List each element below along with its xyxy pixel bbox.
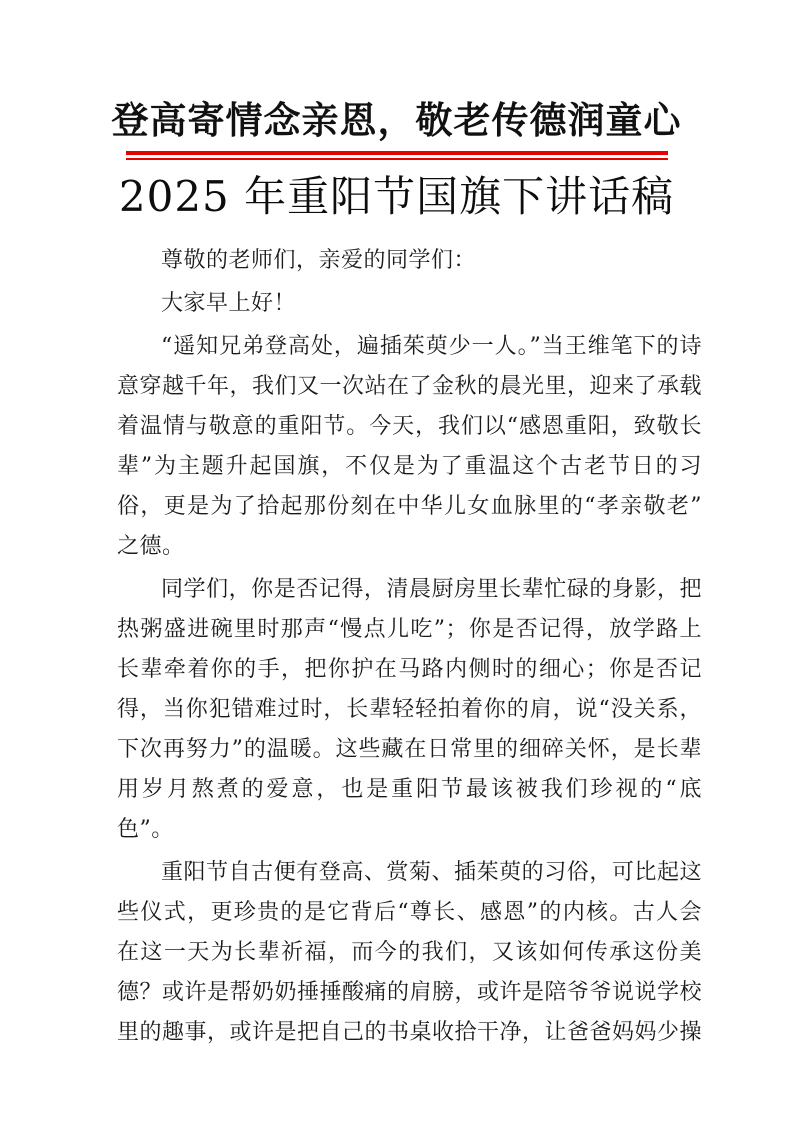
paragraph-salutation: 尊敬的老师们，亲爱的同学们： xyxy=(161,247,477,273)
red-double-rule xyxy=(126,151,668,160)
paragraph-body-2: 同学们，你是否记得，清晨厨房里长辈忙碌的身影，把热粥盛进碗里时那声“慢点儿吃”；你是否记得，放学路上长辈牵着你的手，把你护在马路内侧时的细心；你是否记得，当你犯错难过时，长辈轻轻拍着你的肩，说“没关系，下次再努力”的温暖。这些藏在日常里的细碎关怀，是长辈用岁月熬煮的爱意，也是重阳节最该被我们珍视的“底色”。 xyxy=(117,576,702,842)
paragraph-greeting: 大家早上好！ xyxy=(161,290,297,316)
speech-body xyxy=(117,241,702,1053)
red-rule-thin-line xyxy=(126,158,668,160)
paragraph-body-1: “遥知兄弟登高处，遍插茱萸少一人。”当王维笔下的诗意穿越千年，我们又一次站在了金秋的晨光里，迎来了承载着温情与敬意的重阳节。今天，我们以“感恩重阳，致敬长辈”为主题升起国旗，不仅是为了重温这个古老节日的习俗，更是为了拾起那份刻在中华儿女血脉里的“孝亲敬老”之德。 xyxy=(117,333,703,559)
banner-header xyxy=(0,0,793,146)
paragraph-body-3: 重阳节自古便有登高、赏菊、插茱萸的习俗，可比起这些仪式，更珍贵的是它背后“尊长、感恩”的内核。古人会在这一天为长辈祈福，而今的我们，又该如何传承这份美德？或许是帮奶奶捶捶酸痛的肩膀，或许是陪爷爷说说学校里的趣事，或许是把自己的书桌收拾干净，让爸爸妈妈少操 xyxy=(117,859,703,1045)
banner-title: 登高寄情念亲恩，敬老传德润童心 xyxy=(111,98,682,142)
document-title: 2025 年重阳节国旗下讲话稿 xyxy=(118,171,675,221)
